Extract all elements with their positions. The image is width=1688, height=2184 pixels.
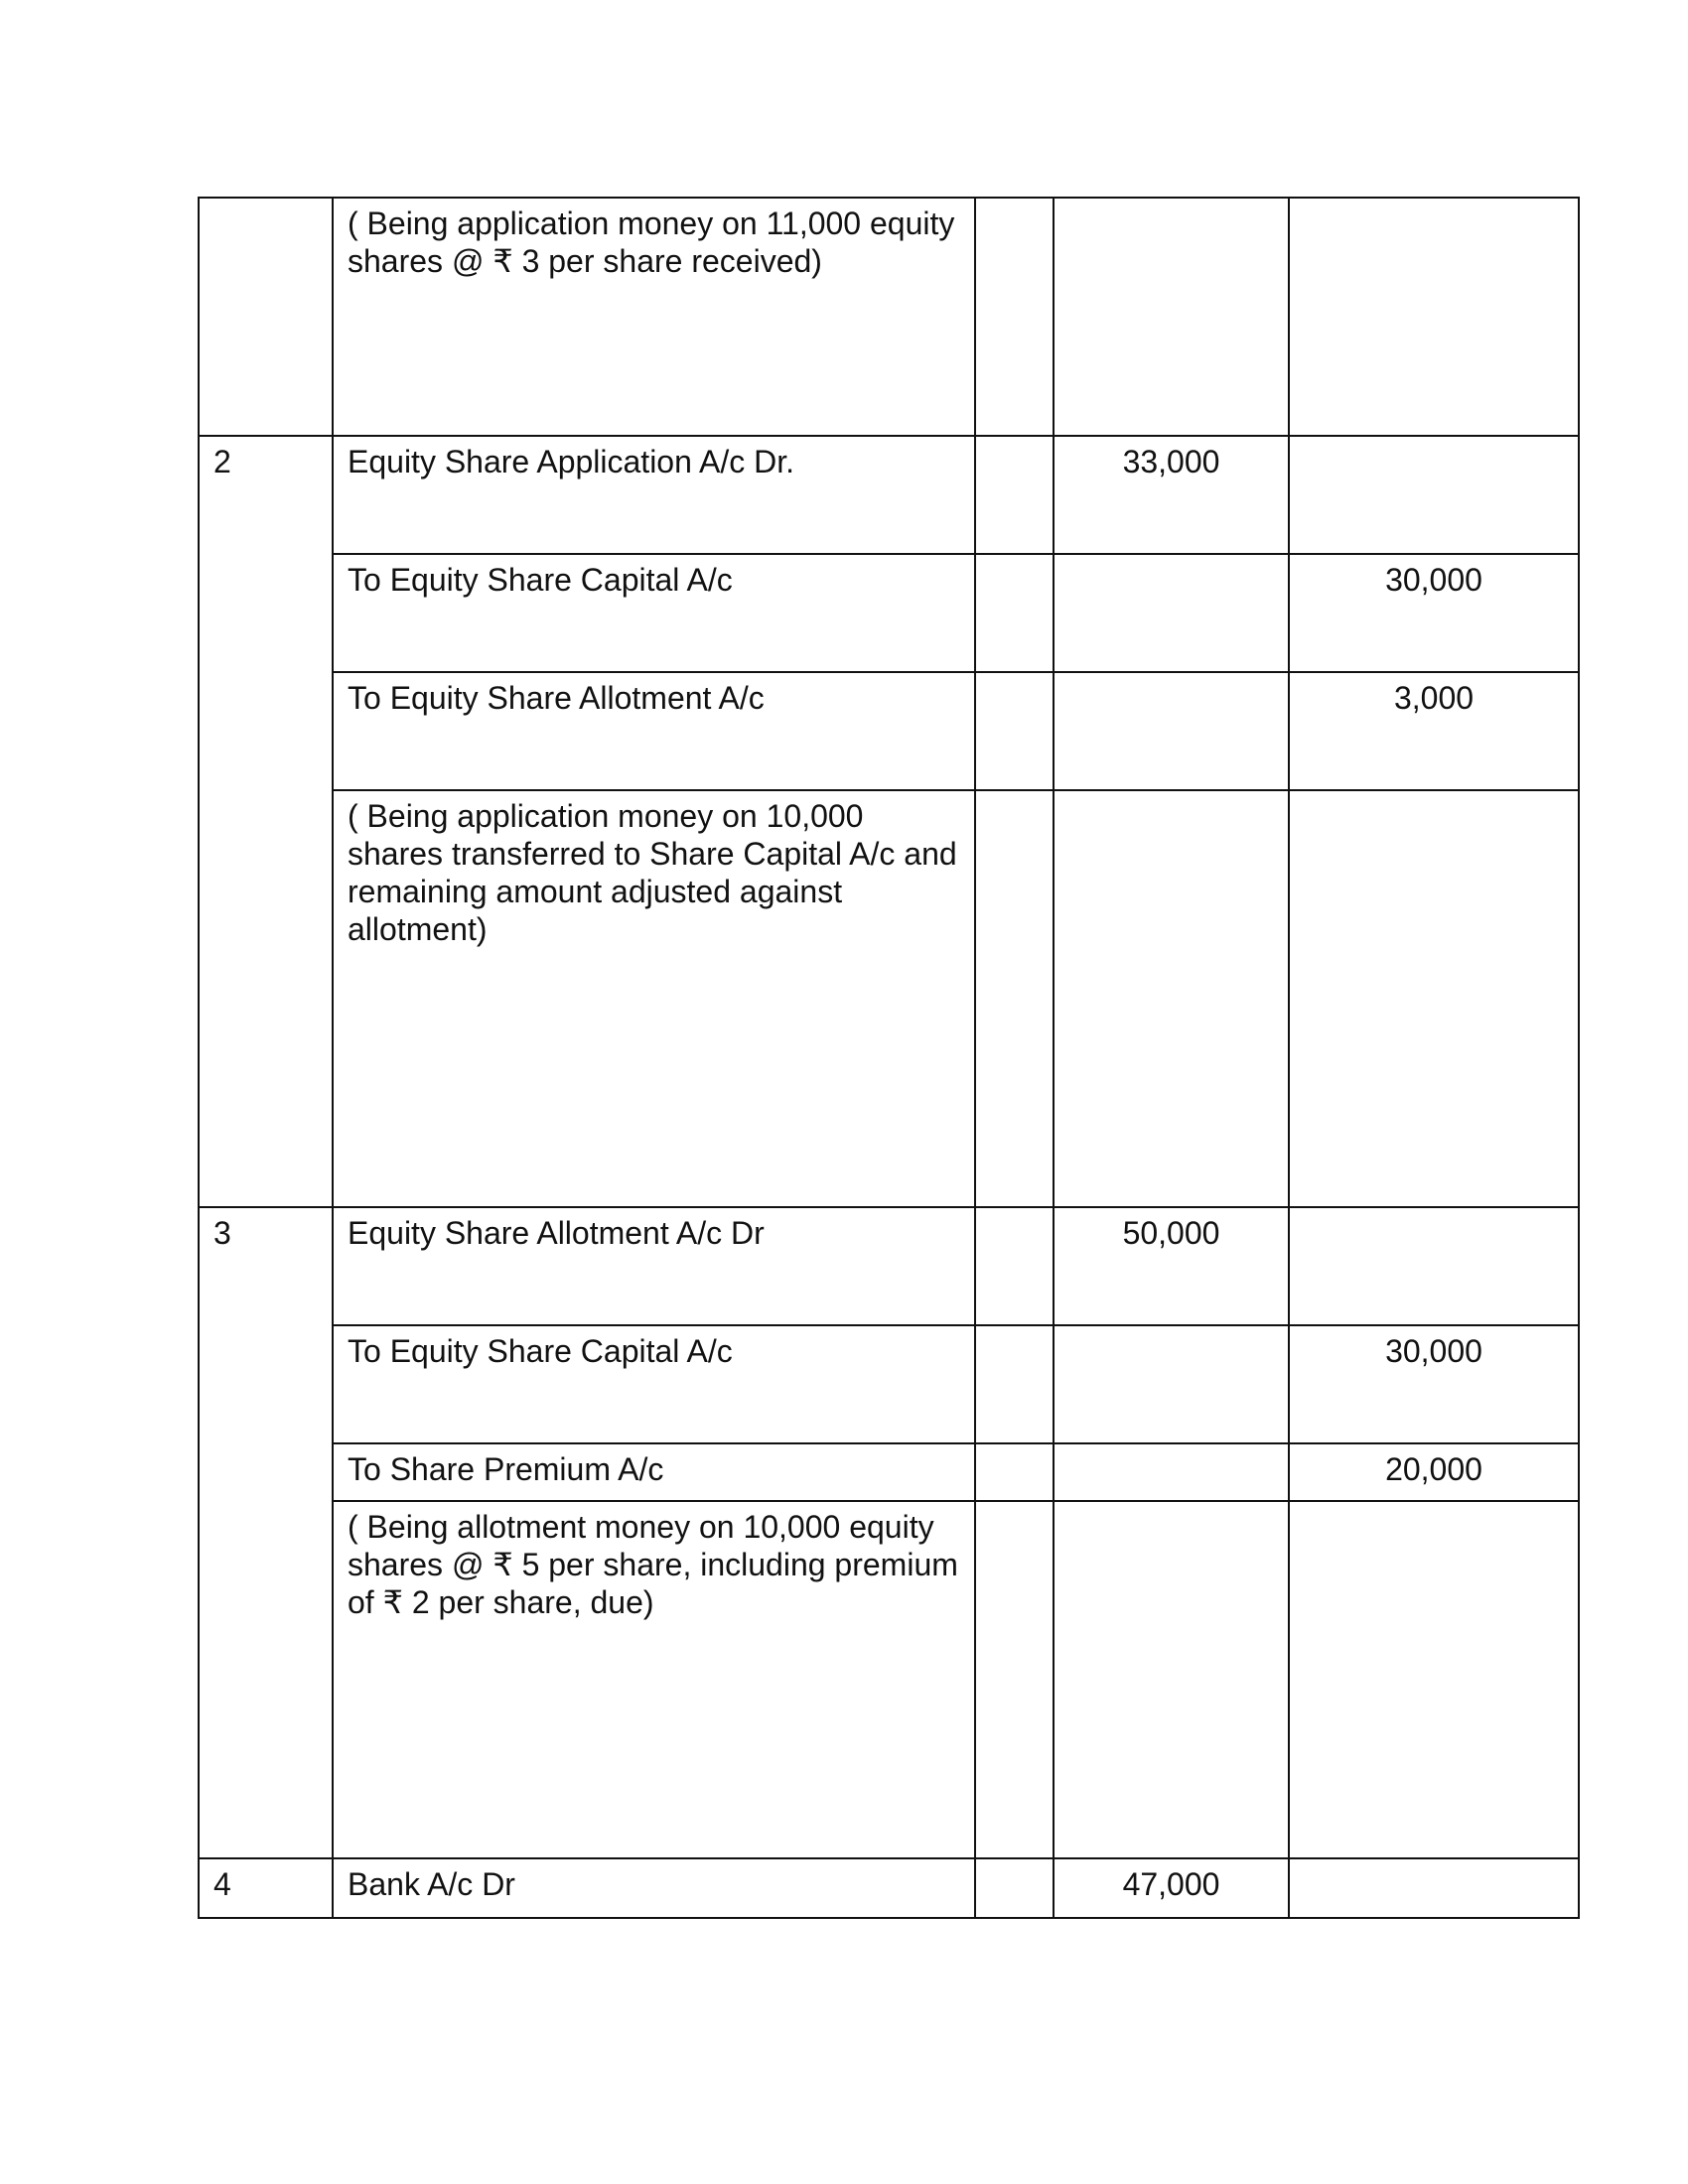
- date-cell: [199, 198, 333, 436]
- lf-cell: [975, 1443, 1054, 1501]
- debit-cell: [1054, 198, 1289, 436]
- table-row: [199, 436, 1579, 554]
- particulars-cell: Equity Share Application A/c Dr.: [333, 436, 975, 554]
- table-row: [199, 1858, 1579, 1918]
- credit-cell: [1289, 436, 1579, 554]
- credit-cell: [1289, 1501, 1579, 1858]
- debit-cell: [1054, 790, 1289, 1207]
- lf-cell: [975, 672, 1054, 790]
- particulars-cell: ( Being allotment money on 10,000 equity shares @ ₹ 5 per share, including premium of ₹ 2 per share, due): [333, 1501, 975, 1858]
- debit-cell: [1054, 672, 1289, 790]
- table-row: [199, 1443, 1579, 1501]
- particulars-cell: To Equity Share Allotment A/c: [333, 672, 975, 790]
- table-row: [199, 198, 1579, 436]
- date-cell: 4: [199, 1858, 333, 1918]
- lf-cell: [975, 1501, 1054, 1858]
- credit-cell: [1289, 198, 1579, 436]
- debit-cell: [1054, 554, 1289, 672]
- debit-cell: 33,000: [1054, 436, 1289, 554]
- date-cell: 3: [199, 1207, 333, 1858]
- debit-cell: [1054, 1325, 1289, 1443]
- table-row: [199, 790, 1579, 1207]
- lf-cell: [975, 790, 1054, 1207]
- lf-cell: [975, 1858, 1054, 1918]
- particulars-cell: To Equity Share Capital A/c: [333, 554, 975, 672]
- particulars-cell: ( Being application money on 10,000 shares transferred to Share Capital A/c and remaining amount adjusted against allotment): [333, 790, 975, 1207]
- lf-cell: [975, 436, 1054, 554]
- debit-cell: 47,000: [1054, 1858, 1289, 1918]
- table-row: [199, 554, 1579, 672]
- table-row: [199, 1501, 1579, 1858]
- credit-cell: 3,000: [1289, 672, 1579, 790]
- lf-cell: [975, 1325, 1054, 1443]
- particulars-cell: ( Being application money on 11,000 equity shares @ ₹ 3 per share received): [333, 198, 975, 436]
- debit-cell: [1054, 1443, 1289, 1501]
- lf-cell: [975, 198, 1054, 436]
- particulars-cell: Bank A/c Dr: [333, 1858, 975, 1918]
- particulars-cell: To Share Premium A/c: [333, 1443, 975, 1501]
- table-row: [199, 1325, 1579, 1443]
- particulars-cell: Equity Share Allotment A/c Dr: [333, 1207, 975, 1325]
- credit-cell: [1289, 790, 1579, 1207]
- credit-cell: 20,000: [1289, 1443, 1579, 1501]
- particulars-cell: To Equity Share Capital A/c: [333, 1325, 975, 1443]
- debit-cell: [1054, 1501, 1289, 1858]
- table-row: [199, 672, 1579, 790]
- lf-cell: [975, 1207, 1054, 1325]
- journal-table: [198, 197, 1580, 1919]
- credit-cell: [1289, 1207, 1579, 1325]
- credit-cell: 30,000: [1289, 554, 1579, 672]
- lf-cell: [975, 554, 1054, 672]
- credit-cell: 30,000: [1289, 1325, 1579, 1443]
- debit-cell: 50,000: [1054, 1207, 1289, 1325]
- date-cell: 2: [199, 436, 333, 1207]
- table-row: [199, 1207, 1579, 1325]
- credit-cell: [1289, 1858, 1579, 1918]
